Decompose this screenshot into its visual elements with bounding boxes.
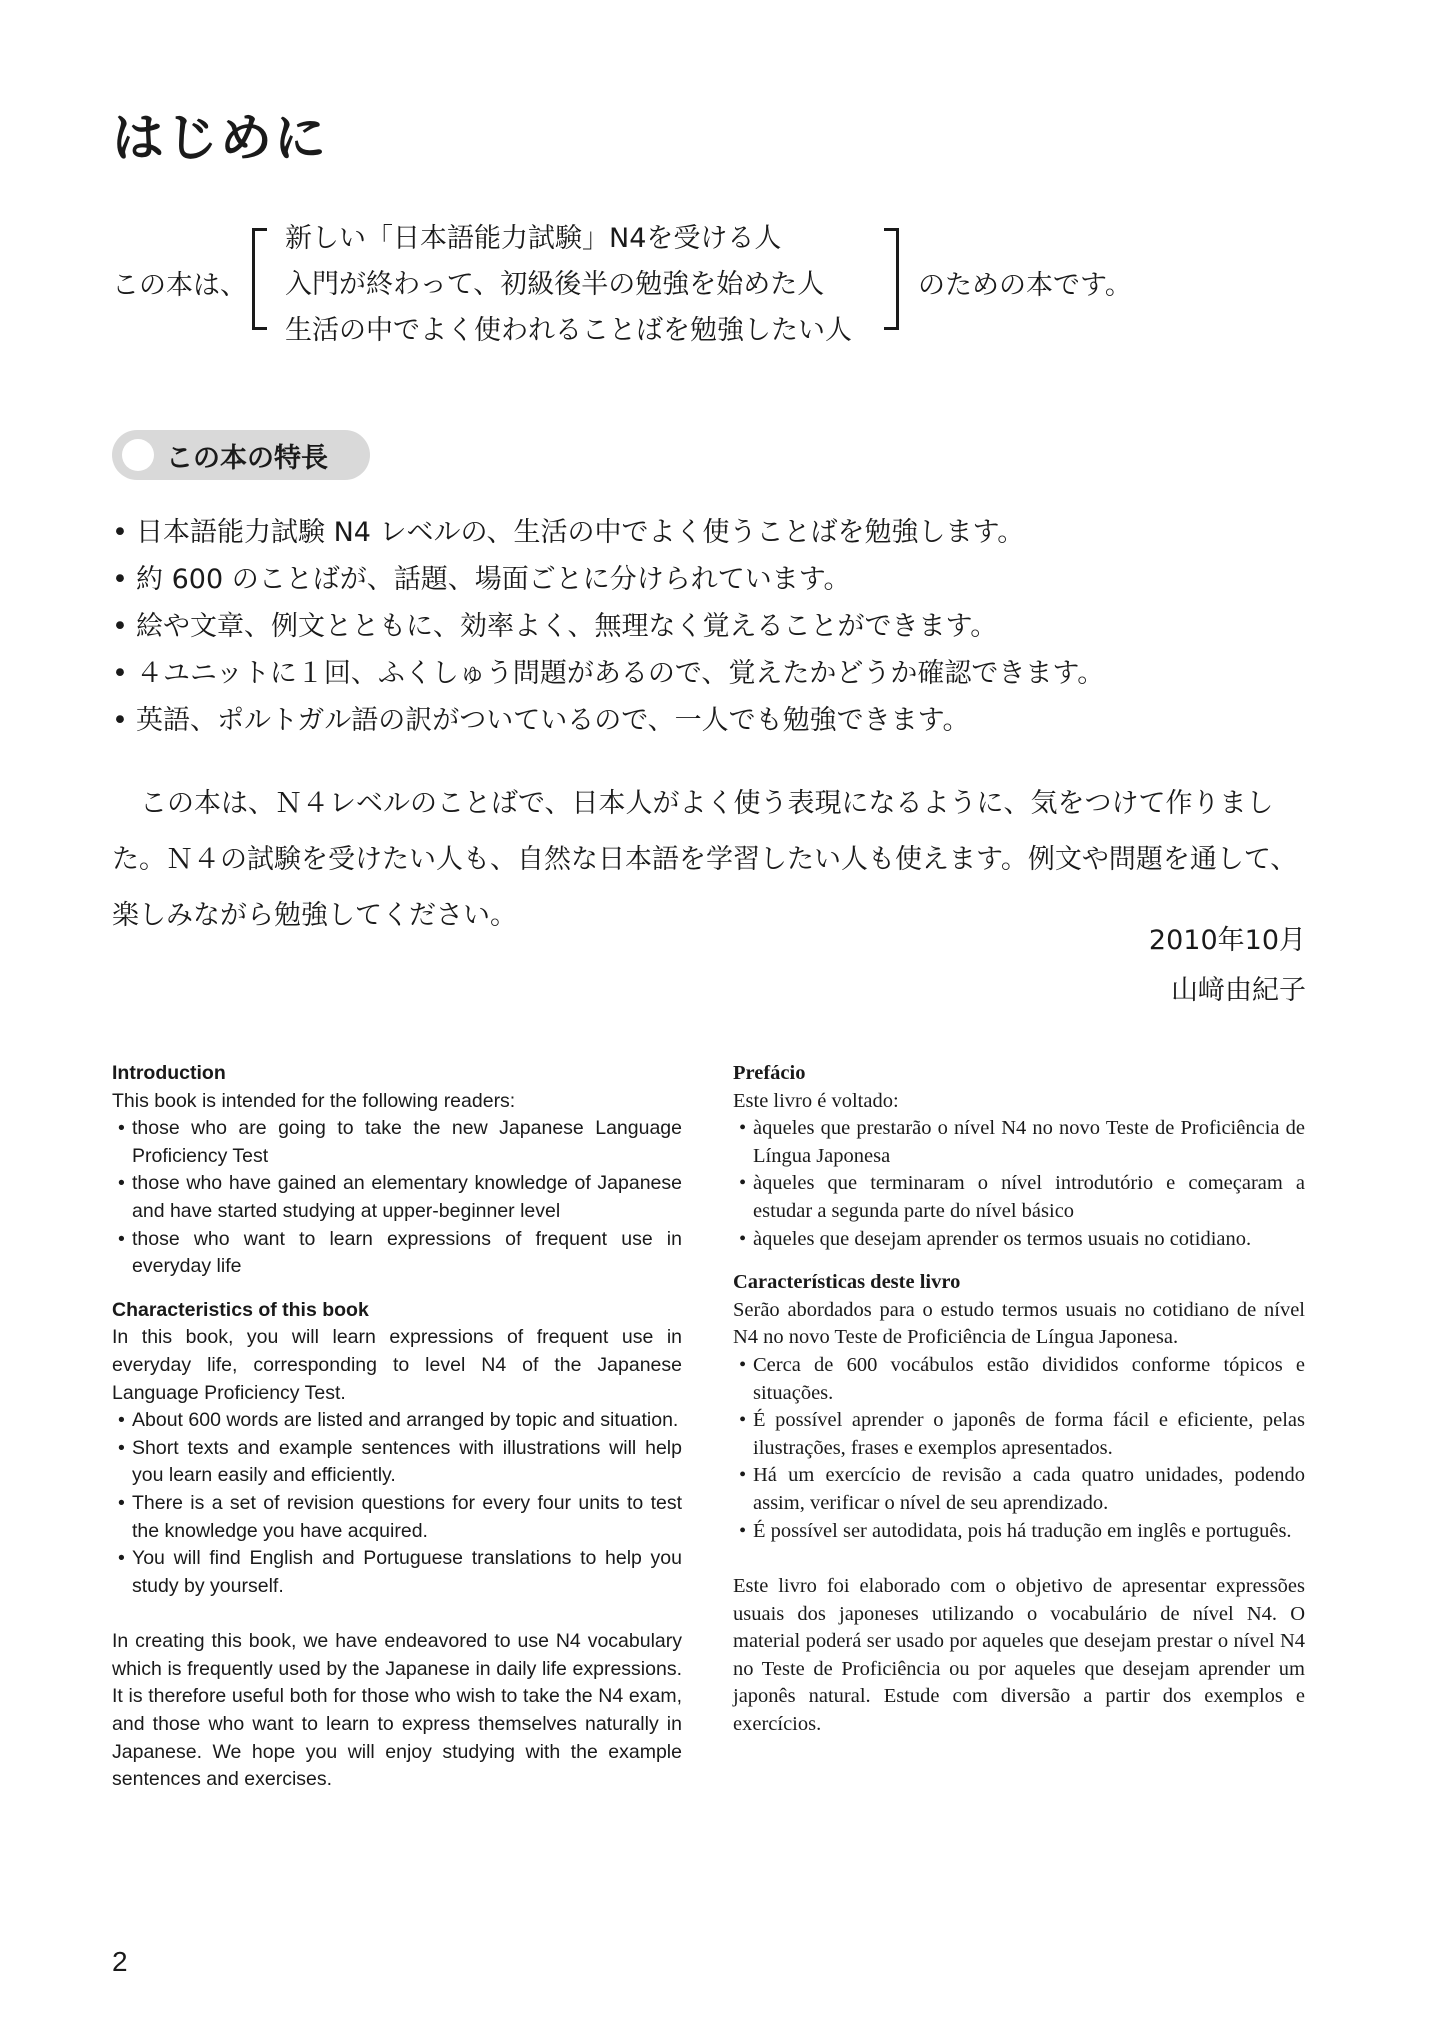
right-bracket [884,228,899,330]
intro-line-3: 生活の中でよく使われることばを勉強したい人 [285,315,852,346]
english-char-title: Characteristics of this book [112,1298,369,1321]
list-item: • Short texts and example sentences with illustrations will help you learn easily and efficiently. [112,1435,682,1490]
english-char-items [112,1407,682,1600]
intro-suffix: のための本です。 [918,270,1132,301]
portuguese-char-items [733,1352,1305,1545]
portuguese-closing: Este livro foi elaborado com o objetivo de apresentar expressões usuais dos japoneses utilizando o vocabulário de nível N4. O material poderá ser usado por aqueles que desejam prestar o nível N4 no Teste de Proficiência ou por aqueles que desejam aprender um japonês natural. Estude com diversão a partir dos exemplos e exercícios. [733,1575,1305,1736]
list-item: • É possível aprender o japonês de forma fácil e eficiente, pelas ilustrações, frases e exemplos apresentados. [733,1407,1305,1462]
english-readers [112,1115,682,1281]
list-item: • those who want to learn expressions of frequent use in everyday life [112,1226,682,1281]
author: 山﨑由紀子 [1171,975,1306,1006]
page-number: 2 [112,1946,128,1977]
list-item: • àqueles que prestarão o nível N4 no novo Teste de Proficiência de Língua Japonesa [733,1115,1305,1170]
list-item: • àqueles que terminaram o nível introdutório e começaram a estudar a segunda parte do nível básico [733,1170,1305,1225]
english-closing: In creating this book, we have endeavored to use N4 vocabulary which is frequently used by the Japanese in daily life expressions. It is therefore useful both for those who wish to take the N4 exam, and those who want to learn to express themselves naturally in Japanese. We hope you will enjoy studying with the example sentences and exercises. [112,1630,682,1791]
english-char-text: In this book, you will learn expressions of frequent use in everyday life, corresponding to level N4 of the Japanese Language Proficiency Test. [112,1326,682,1404]
english-column [112,1060,682,1794]
portuguese-char-title: Características deste livro [733,1271,961,1294]
date: 2010年10月 [1148,925,1306,956]
portuguese-title: Prefácio [733,1062,806,1084]
list-item: • àqueles que desejam aprender os termos usuais no cotidiano. [733,1226,1305,1254]
feature-item: • ４ユニットに１回、ふくしゅう問題があるので、覚えたかどうか確認できます。 [112,658,1105,689]
intro-line-1: 新しい「日本語能力試験」N4を受ける人 [285,223,782,254]
circle-icon [122,439,154,471]
list-item: • those who have gained an elementary knowledge of Japanese and have started studying at upper-beginner level [112,1170,682,1225]
left-bracket [252,228,267,330]
feature-item: • 約 600 のことばが、話題、場面ごとに分けられています。 [112,564,851,595]
features-badge [112,430,370,480]
feature-item: • 絵や文章、例文とともに、効率よく、無理なく覚えることができます。 [112,611,998,642]
portuguese-readers [733,1115,1305,1253]
feature-item: • 日本語能力試験 N4 レベルの、生活の中でよく使うことばを勉強します。 [112,517,1025,548]
list-item: • those who are going to take the new Japanese Language Proficiency Test [112,1115,682,1170]
english-title: Introduction [112,1062,226,1084]
english-lead: This book is intended for the following readers: [112,1089,516,1112]
list-item: • There is a set of revision questions for every four units to test the knowledge you have acquired. [112,1490,682,1545]
portuguese-lead: Este livro é voltado: [733,1089,899,1112]
portuguese-column [733,1060,1305,1739]
features-heading: この本の特長 [166,443,328,474]
feature-item: • 英語、ポルトガル語の訳がついているので、一人でも勉強できます。 [112,705,970,736]
portuguese-char-text: Serão abordados para o estudo termos usuais no cotidiano de nível N4 no novo Teste de Proficiência de Língua Japonesa. [733,1298,1305,1349]
list-item: • Cerca de 600 vocábulos estão divididos conforme tópicos e situações. [733,1352,1305,1407]
intro-prefix: この本は、 [112,270,247,301]
list-item: • É possível ser autodidata, pois há tradução em inglês e português. [733,1518,1305,1546]
closing-paragraph: この本は、Ｎ４レベルのことばで、日本人がよく使う表現になるように、気をつけて作りました。Ｎ４の試験を受けたい人も、自然な日本語を学習したい人も使えます。例文や問題を通して、楽しみながら勉強してください。 [112,788,1298,931]
list-item: • You will find English and Portuguese translations to help you study by yourself. [112,1545,682,1600]
list-item: • Há um exercício de revisão a cada quatro unidades, podendo assim, verificar o nível de seu aprendizado. [733,1462,1305,1517]
list-item: • About 600 words are listed and arranged by topic and situation. [112,1407,682,1435]
page-title: はじめに [112,109,329,169]
intro-line-2: 入門が終わって、初級後半の勉強を始めた人 [285,269,825,300]
